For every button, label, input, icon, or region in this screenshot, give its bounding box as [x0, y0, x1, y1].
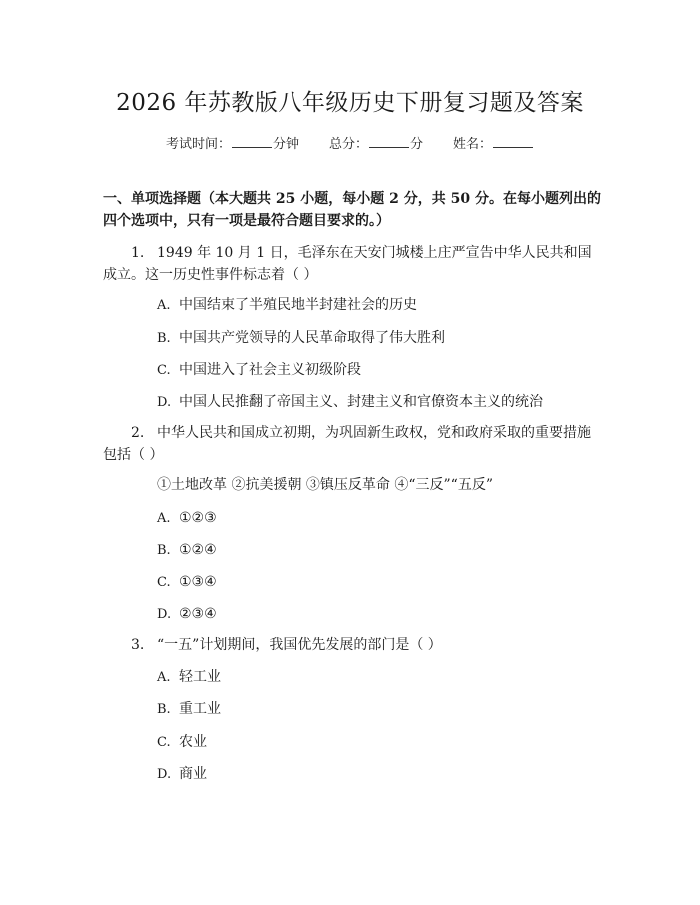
question-stem: 1949 年 10 月 1 日，毛泽东在天安门城楼上庄严宣告中华人民共和国成立。这一历史性事件标志着（ ） — [103, 245, 592, 283]
score-blank — [369, 135, 409, 148]
time-blank — [232, 135, 272, 148]
option-text: 中国共产党领导的人民革命取得了伟大胜利 — [179, 330, 445, 346]
question-number: 1. — [131, 245, 145, 261]
time-label: 考试时间： — [165, 137, 231, 152]
option-b — [157, 327, 445, 350]
option-label: A. — [157, 670, 171, 685]
option-text: 轻工业 — [179, 669, 221, 685]
option-label: A. — [157, 298, 171, 313]
question-number: 3. — [131, 637, 145, 653]
option-text: 中国结束了半殖民地半封建社会的历史 — [179, 297, 417, 313]
name-blank — [493, 135, 533, 148]
question-stem: 中华人民共和国成立初期，为巩固新生政权，党和政府采取的重要措施包括（ ） — [103, 425, 591, 463]
time-unit: 分钟 — [272, 137, 299, 152]
option-label: D. — [157, 767, 172, 782]
option-d — [157, 391, 543, 414]
option-a — [157, 294, 417, 317]
option-d — [157, 763, 207, 786]
question-stem: “一五”计划期间，我国优先发展的部门是（ ） — [157, 637, 442, 653]
option-label: B. — [157, 331, 171, 346]
option-label: C. — [157, 735, 171, 750]
option-text: ①②④ — [179, 542, 217, 558]
option-d — [157, 603, 217, 626]
option-c — [157, 731, 207, 754]
question-2 — [103, 422, 603, 466]
score-label: 总分： — [328, 137, 368, 152]
option-text: ②③④ — [179, 606, 217, 622]
option-text: 农业 — [179, 734, 207, 750]
question-1 — [103, 242, 603, 286]
option-text: ①③④ — [179, 574, 217, 590]
option-text: 中国人民推翻了帝国主义、封建主义和官僚资本主义的统治 — [179, 394, 543, 410]
question-3 — [103, 634, 603, 656]
option-text: 商业 — [179, 766, 207, 782]
option-label: C. — [157, 363, 171, 378]
option-b — [157, 539, 217, 562]
question-number: 2. — [131, 425, 145, 441]
option-label: A. — [157, 511, 171, 526]
question-hint: ①土地改革 ②抗美援朝 ③镇压反革命 ④“三反”“五反” — [157, 477, 493, 493]
option-label: B. — [157, 543, 171, 558]
score-unit: 分 — [410, 137, 424, 152]
option-text: 中国进入了社会主义初级阶段 — [179, 362, 361, 378]
option-label: D. — [157, 395, 172, 410]
section-heading: 一、单项选择题（本大题共 25 小题，每小题 2 分，共 50 分。在每小题列出的四个选项中，只有一项是最符合题目要求的。） — [103, 191, 601, 229]
option-a — [157, 507, 217, 530]
name-label: 姓名： — [453, 137, 493, 152]
option-c — [157, 359, 361, 382]
exam-info — [0, 133, 700, 152]
option-c — [157, 571, 217, 594]
option-label: D. — [157, 607, 172, 622]
page-title: 2026 年苏教版八年级历史下册复习题及答案 — [116, 90, 584, 116]
option-b — [157, 698, 221, 721]
option-text: ①②③ — [179, 510, 217, 526]
option-label: B. — [157, 702, 171, 717]
option-a — [157, 666, 221, 689]
option-text: 重工业 — [179, 701, 221, 717]
option-label: C. — [157, 575, 171, 590]
